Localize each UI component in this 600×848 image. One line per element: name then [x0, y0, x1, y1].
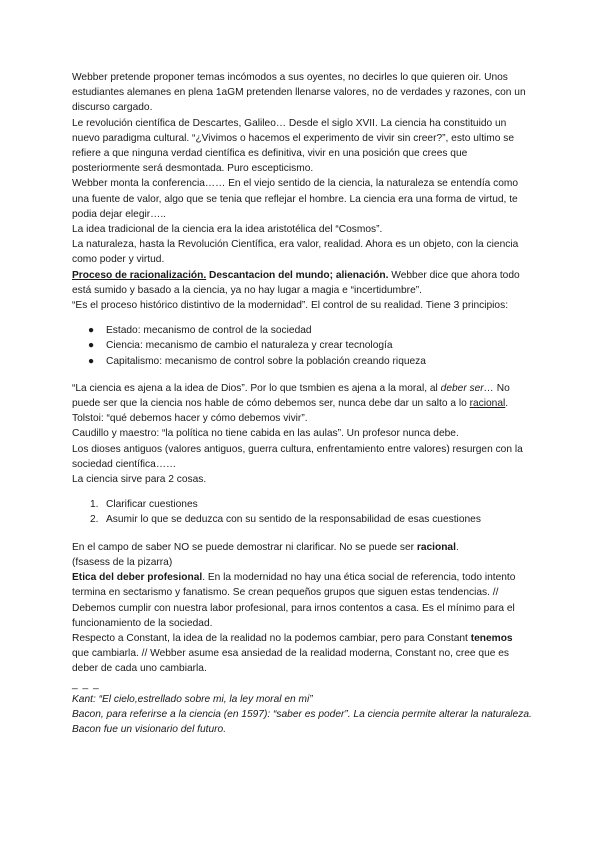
deber-ser-italic: deber ser… [440, 382, 494, 394]
bullet-icon: ● [88, 355, 95, 367]
list-item: ● Capitalismo: mecanismo de control sobre la población creando riqueza [72, 354, 532, 369]
racional-underlined: racional [469, 398, 506, 410]
racionalizacion-text: Webber dice que ahora todo está sumido y basado a la ciencia, ya no hay lugar a magia e “incertidumbre”. [72, 269, 520, 296]
paragraph-etica: Etica del deber profesional. En la modernidad no hay una ética social de referencia, todo intento termina en sectarismo y fanatismo. Se crean pequeños grupos que siguen estas tendencias. // Debemos cumplir con nuestra labor profesional, para irnos contentos a casa. Es el mínimo para el funcionamiento de la sociedad. [72, 572, 516, 629]
list-item: 1. Clarificar cuestiones [90, 499, 198, 511]
document-page [72, 70, 532, 737]
paragraph-caudillo: Caudillo y maestro: “la política no tiene cabida en las aulas”. Un profesor nunca debe. [72, 428, 459, 440]
bullet-icon: ● [88, 340, 95, 352]
paragraph-ciencia-sirve: La ciencia sirve para 2 cosas. [72, 474, 207, 486]
paragraph-dioses: Los dioses antiguos (valores antiguos, guerra cultura, enfrentamiento entre valores) resurgen con la sociedad científica…… [72, 443, 523, 470]
list-item: 2. Asumir lo que se deduzca con su sentido de la responsabilidad de esas cuestiones [90, 514, 481, 526]
racional-bold: racional [416, 541, 456, 553]
tenemos-bold: tenemos [470, 632, 513, 644]
heading-etica: Etica del deber profesional [72, 572, 203, 584]
paragraph-conferencia: Webber monta la conferencia…… En el viejo sentido de la ciencia, la naturaleza se entendía como una fuente de valor, algo que se tenia que reflejar el hombre. La ciencia era una forma de virtud, te podia dejar elegir….. [72, 178, 519, 220]
uses-list [72, 497, 532, 527]
list-item: ● Ciencia: mecanismo de cambio el naturaleza y crear tecnología [72, 338, 532, 353]
bullet-icon: ● [88, 325, 95, 337]
paragraph-constant: Respecto a Constant, la idea de la realidad no la podemos cambiar, pero para Constant tenemos que cambiarla. // Webber asume esa ansiedad de la realidad moderna, Constant no, cree que es deber de cada uno cambiarla. [72, 632, 513, 675]
paragraph-racionalizacion [72, 268, 532, 298]
paragraph-cosmos: La idea tradicional de la ciencia era la idea aristotélica del “Cosmos”. [72, 224, 383, 236]
paragraph-principios: “Es el proceso histórico distintivo de la modernidad”. El control de su realidad. Tiene 3 principios: [72, 300, 509, 312]
heading-descantacion: Descantacion del mundo; alienación. [206, 269, 389, 281]
paragraph-dios: “La ciencia es ajena a la idea de Dios”. Por lo que tsmbien es ajena a la moral, al deber ser… No puede ser que la ciencia nos hable de cómo debemos ser, nunca debe dar un salto a lo racional. [72, 382, 510, 410]
quote-kant: Kant: “El cielo,estrellado sobre mi, la ley moral en mi” [72, 693, 313, 705]
list-item: ● Estado: mecanismo de control de la sociedad [72, 323, 532, 338]
paragraph-webber-intro: Webber pretende proponer temas incómodos a sus oyentes, no decirles lo que quieren oir. Unos estudiantes alemanes en plena 1aGM pretenden llenarse valores, no de verdades y razones, con un discurso cargado. [72, 72, 526, 114]
paragraph-pizarra: (fsasess de la pizarra) [72, 556, 173, 568]
principles-list [72, 323, 532, 369]
paragraph-naturaleza: La naturaleza, hasta la Revolución Científica, era valor, realidad. Ahora es un objeto, con la ciencia como poder y virtud. [72, 239, 519, 266]
paragraph-campo-saber: En el campo de saber NO se puede demostrar ni clarificar. No se puede ser racional. [72, 541, 459, 553]
paragraph-revolucion: Le revolución científica de Descartes, Galileo… Desde el siglo XVII. La ciencia ha constituido un nuevo paradigma cultural. “¿Vivimos o hacemos el experimento de vivir sin creer?”, esto ultimo se refiere a que ninguna verdad científica es definitiva, vivir en una posición que crees que posteriormente será desmontada. Puro escepticismo. [72, 117, 515, 175]
quote-bacon: Bacon, para referirse a la ciencia (en 1597): “saber es poder”. La ciencia permite alterar la naturaleza. Bacon fue un visionario del futuro. [72, 708, 532, 736]
separator-line: _ _ _ [72, 678, 100, 690]
paragraph-tolstoi: Tolstoi: “qué debemos hacer y cómo debemos vivir”. [72, 413, 308, 425]
heading-racionalizacion: Proceso de racionalización. [72, 269, 207, 281]
